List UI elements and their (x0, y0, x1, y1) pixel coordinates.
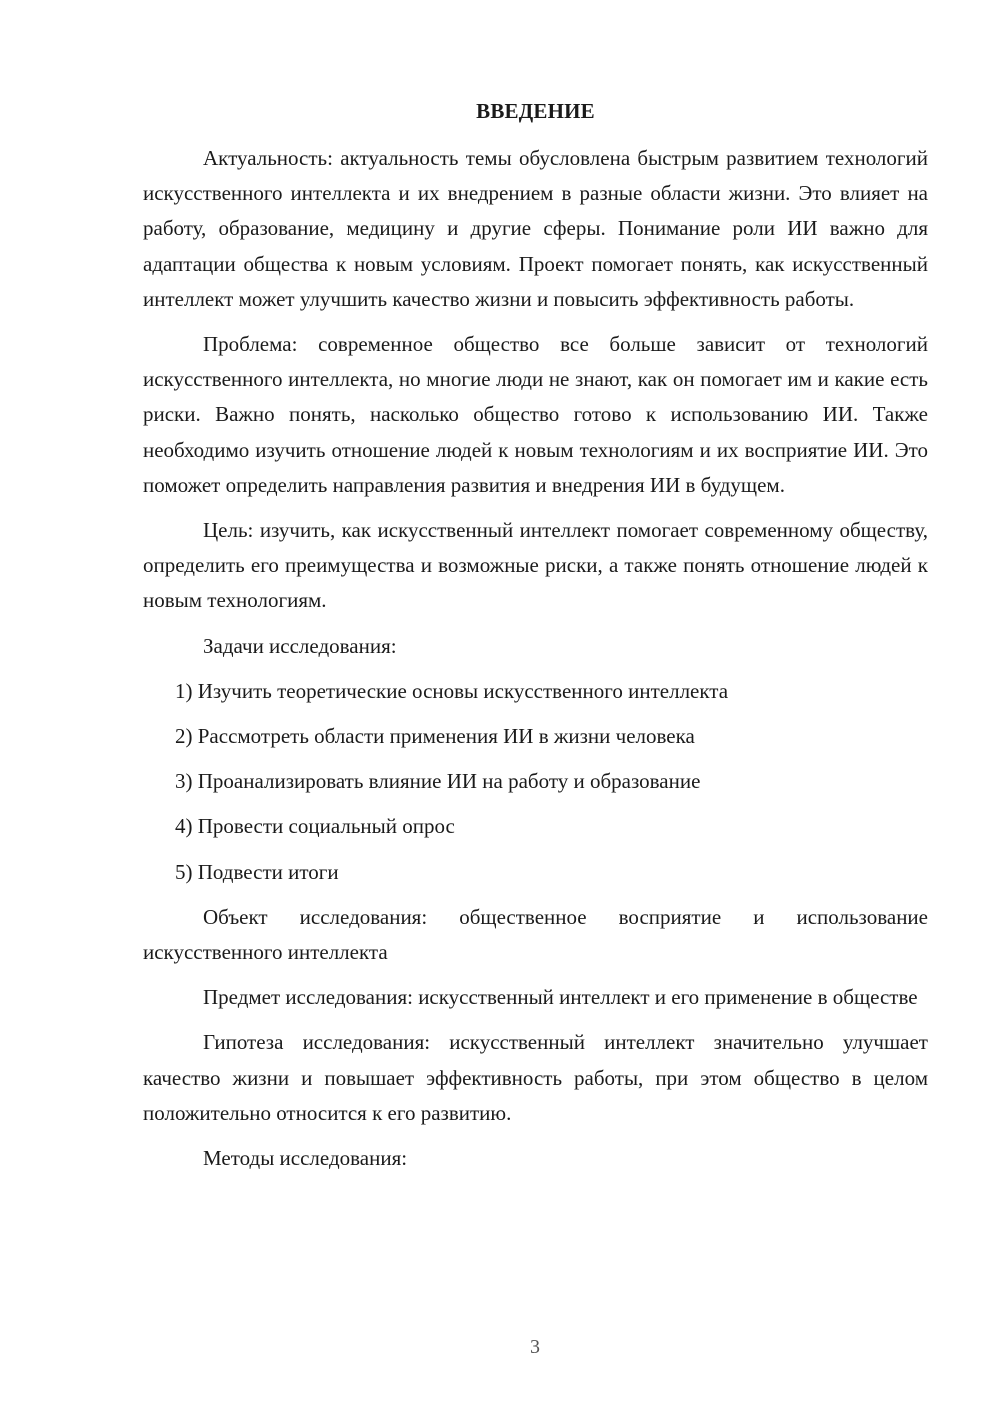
problem-paragraph: Проблема: современное общество все больше зависит от технологий искусственного интеллекта, но многие люди не знают, как он помогает им и какие есть риски. Важно понять, насколько общество готово к использованию ИИ. Также необходимо изучить отношение людей к новым технологиям и их восприятие ИИ. Это поможет определить направления развития и внедрения ИИ в будущем. (143, 332, 928, 497)
tasks-list (143, 674, 928, 890)
page-content (143, 95, 928, 1186)
relevance-paragraph: Актуальность: актуальность темы обусловлена быстрым развитием технологий искусственного интеллекта и их внедрением в разные области жизни. Это влияет на работу, образование, медицину и другие сферы. Понимание роли ИИ важно для адаптации общества к новым условиям. Проект помогает понять, как искусственный интеллект может улучшить качество жизни и повысить эффективность работы. (143, 146, 928, 311)
goal-paragraph: Цель: изучить, как искусственный интеллект помогает современному обществу, определить его преимущества и возможные риски, а также понять отношение людей к новым технологиям. (143, 518, 928, 613)
task-item: 3) Проанализировать влияние ИИ на работу и образование (175, 769, 701, 794)
task-item: 4) Провести социальный опрос (175, 814, 455, 839)
page-number: 3 (530, 1336, 540, 1358)
task-item: 2) Рассмотреть области применения ИИ в жизни человека (175, 724, 695, 749)
object-paragraph: Объект исследования: общественное восприятие и использование искусственного интеллекта (143, 904, 928, 965)
task-item: 5) Подвести итоги (175, 859, 339, 884)
task-item: 1) Изучить теоретические основы искусственного интеллекта (175, 678, 729, 703)
section-heading: ВВЕДЕНИЕ (476, 99, 595, 123)
tasks-heading: Задачи исследования: (203, 633, 397, 658)
hypothesis-paragraph: Гипотеза исследования: искусственный интеллект значительно улучшает качество жизни и повышает эффективность работы, при этом общество в целом положительно относится к его развитию. (143, 1030, 928, 1125)
subject-paragraph: Предмет исследования: искусственный интеллект и его применение в обществе (203, 985, 918, 1010)
methods-heading: Методы исследования: (203, 1146, 408, 1171)
